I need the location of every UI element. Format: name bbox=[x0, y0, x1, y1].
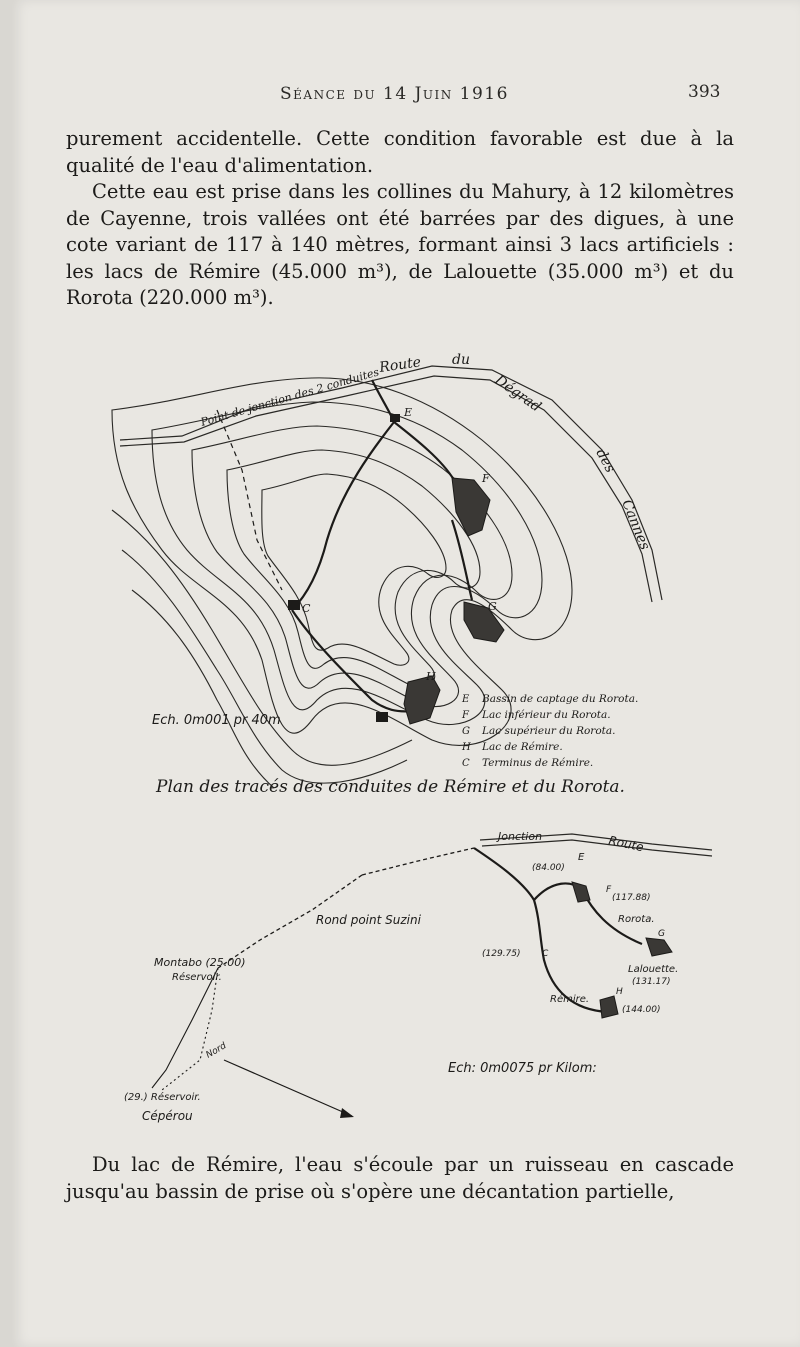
road-label-4: des bbox=[592, 446, 619, 476]
map2-lake-H bbox=[600, 996, 618, 1018]
label-H: H bbox=[426, 670, 436, 683]
map2-H-alt: (144.00) bbox=[622, 1005, 661, 1015]
legend-text-E: Bassin de captage du Rorota. bbox=[482, 693, 639, 705]
label-F: F bbox=[482, 472, 490, 485]
map2-scale: Ech: 0m0075 pr Kilom: bbox=[448, 1061, 597, 1076]
body-text-top bbox=[66, 126, 734, 312]
paragraph-water-source: Cette eau est prise dans les collines du Mahury, à 12 kilomètres de Cayenne, trois vallées ont été barrées par des digues, à une cote variant de 117 à 140 mètres, formant ainsi 3 lacs artificiels : les lacs de Rémire (45.000 m³), de Lalouette (35.000 m³) et du Rorota (220.000 m³). bbox=[66, 180, 734, 309]
map2-C: C bbox=[542, 949, 549, 959]
road-label-3: Dégrad bbox=[491, 372, 544, 416]
label-G: G bbox=[488, 600, 497, 613]
page-header bbox=[12, 80, 800, 110]
contour-lower-2 bbox=[122, 550, 407, 783]
contour-5 bbox=[262, 474, 446, 665]
contour-lower-3 bbox=[132, 590, 274, 788]
paragraph-continued: purement accidentelle. Cette condition favorable est due à la qualité de l'eau d'alimentation. bbox=[66, 127, 734, 177]
map2-lake-F bbox=[572, 882, 590, 902]
junction-label: Point de jonction des 2 conduites bbox=[199, 365, 381, 429]
road-label-1: Route bbox=[378, 354, 423, 376]
contour-outer bbox=[112, 378, 572, 745]
terminus-C-mark bbox=[288, 600, 300, 610]
running-head: Séance du 14 Juin 1916 bbox=[280, 84, 509, 104]
map2-montabo: Montabo (25.00) bbox=[154, 956, 246, 969]
figure-maps bbox=[12, 340, 800, 1140]
pipe-rorota bbox=[292, 380, 394, 610]
route-map bbox=[124, 830, 712, 1123]
map2-lake-G bbox=[646, 938, 672, 956]
map2-remire: Rémire. bbox=[550, 994, 590, 1005]
north-arrow-head bbox=[340, 1108, 354, 1118]
map2-F-alt: (117.88) bbox=[612, 893, 651, 903]
map2-reservoir2: (29.) Réservoir. bbox=[124, 1092, 201, 1103]
map2-rorota: Rorota. bbox=[618, 914, 655, 925]
legend-key-F: F bbox=[462, 710, 469, 721]
map2-F: F bbox=[606, 885, 612, 895]
legend-text-F: Lac inférieur du Rorota. bbox=[482, 709, 611, 721]
map2-rond-point: Rond point Suzini bbox=[316, 913, 421, 927]
road-inner-line bbox=[120, 376, 652, 602]
maps-drawing bbox=[12, 340, 800, 1140]
page-number: 393 bbox=[688, 82, 721, 102]
pipe-to-H bbox=[292, 610, 410, 712]
legend-key-E: E bbox=[462, 694, 470, 705]
map1-scale: Ech. 0m001 pr 40m bbox=[152, 713, 281, 728]
label-C: C bbox=[302, 602, 311, 615]
pipe-to-F bbox=[394, 422, 454, 480]
basin-E-mark bbox=[390, 414, 400, 422]
map2-reservoir1: Réservoir. bbox=[172, 972, 222, 983]
lake-F-shape bbox=[452, 478, 490, 536]
map2-G: G bbox=[658, 929, 665, 939]
legend-text-C: Terminus de Rémire. bbox=[482, 757, 594, 769]
map2-route: Route bbox=[607, 833, 645, 855]
map2-E-alt: (84.00) bbox=[532, 863, 565, 873]
map1-caption: Plan des tracés des conduites de Rémire et du Rorota. bbox=[156, 777, 625, 797]
lake-G-shape bbox=[464, 602, 504, 642]
map2-E: E bbox=[578, 852, 585, 863]
legend-key-C: C bbox=[462, 758, 470, 769]
road-label-2: du bbox=[452, 352, 470, 368]
label-E: E bbox=[404, 406, 413, 419]
legend-key-G: G bbox=[462, 726, 470, 737]
map2-ceperou: Cépérou bbox=[142, 1109, 193, 1123]
paragraph-remire-flow: Du lac de Rémire, l'eau s'écoule par un ruisseau en cascade jusqu'au bassin de prise où s'opère une décantation partielle, bbox=[66, 1153, 734, 1203]
document-page bbox=[12, 0, 800, 1347]
map2-lalouette: Lalouette. bbox=[628, 964, 679, 975]
legend-text-H: Lac de Rémire. bbox=[482, 741, 563, 753]
map2-jonction: Jonction bbox=[498, 830, 543, 843]
map2-G-alt: (131.17) bbox=[632, 977, 671, 987]
contour-map bbox=[112, 352, 662, 797]
pipe-lower-dotted bbox=[162, 968, 218, 1090]
road-label-5: Cannes bbox=[618, 497, 653, 553]
contour-4 bbox=[227, 450, 480, 687]
map2-nord: Nord bbox=[204, 1041, 229, 1061]
pipe-main-dashed bbox=[218, 848, 474, 968]
map2-C-alt: (129.75) bbox=[482, 949, 521, 959]
north-arrow-shaft bbox=[224, 1060, 352, 1116]
lake-H-shape bbox=[404, 676, 440, 724]
lake-H-dam bbox=[376, 712, 388, 722]
map1-legend bbox=[461, 693, 638, 769]
legend-text-G: Lac supérieur du Rorota. bbox=[482, 725, 616, 737]
body-text-bottom bbox=[66, 1152, 734, 1205]
legend-key-H: H bbox=[462, 742, 471, 753]
map2-H: H bbox=[616, 987, 623, 997]
